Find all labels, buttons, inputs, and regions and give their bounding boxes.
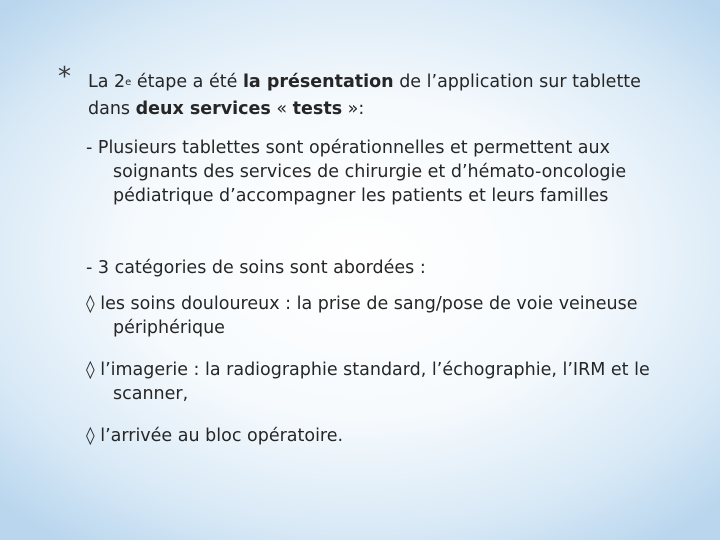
dash-marker: - [86, 258, 98, 278]
intro-text-4: « [270, 99, 293, 119]
intro-bold-presentation: la présentation [242, 72, 394, 92]
intro-bold-tests: tests [292, 99, 343, 119]
intro-bold-services: deux services [135, 99, 271, 119]
intro-text-5: »: [342, 99, 365, 119]
intro-text-2: étape a été [131, 72, 243, 92]
intro-paragraph [88, 70, 688, 121]
list-item-tablets [86, 136, 686, 208]
list-item-operating-room [86, 424, 686, 448]
intro-text-1: La 2 [88, 72, 126, 92]
asterisk-bullet-icon: * [58, 62, 71, 92]
list-item-categories [86, 256, 686, 280]
list-item-imaging [86, 358, 686, 406]
list-item-text: Plusieurs tablettes sont opérationnelles et permettent aux soignants des services de chirurgie et d’hémato-oncologie pédiatrique d’accompagner les patients et leurs familles [97, 138, 627, 206]
list-item-text: 3 catégories de soins sont abordées : [97, 258, 426, 278]
list-item-text: l’arrivée au bloc opératoire. [100, 426, 344, 446]
list-item-text: les soins douloureux : la prise de sang/pose de voie veineuse périphérique [100, 294, 638, 338]
intro-superscript: e [125, 77, 132, 88]
dash-marker: - [86, 138, 98, 158]
diamond-marker-icon: ◊ [86, 360, 101, 380]
intro-text-3: de l’application sur tablette dans [88, 72, 641, 119]
diamond-marker-icon: ◊ [86, 426, 101, 446]
list-item-painful-care [86, 292, 686, 340]
diamond-marker-icon: ◊ [86, 294, 101, 314]
list-item-text: l’imagerie : la radiographie standard, l’échographie, l’IRM et le scanner, [100, 360, 650, 404]
